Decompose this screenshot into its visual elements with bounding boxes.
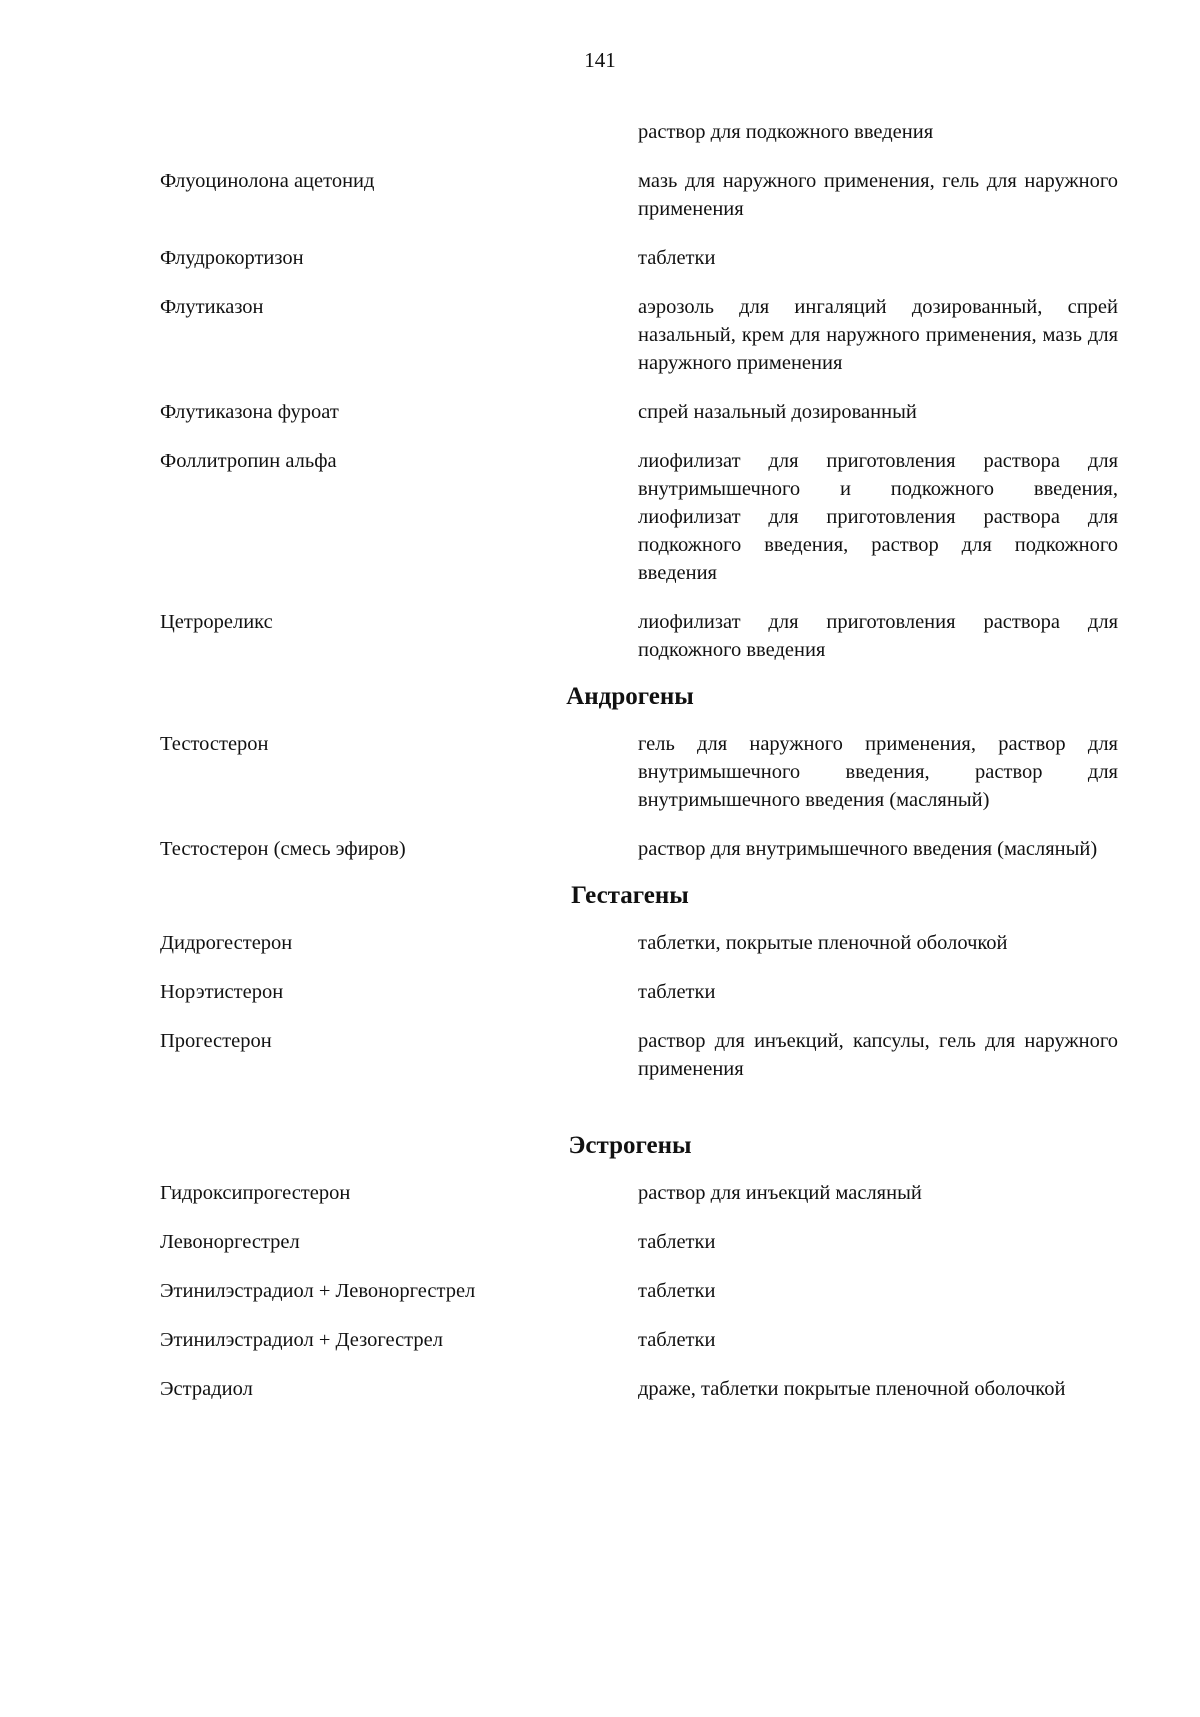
- list-item: [0, 398, 1200, 426]
- list-item: [0, 1326, 1200, 1354]
- list-item: [0, 1277, 1200, 1305]
- list-item: [0, 1027, 1200, 1083]
- dosage-form: лиофилизат для приготовления раствора для внутримышечного и подкожного введения, лиофилизат для приготовления раствора для подкожного введения, раствор для подкожного введения: [638, 450, 1118, 584]
- list-item: [0, 118, 1200, 146]
- drug-name: Фоллитропин альфа: [160, 450, 337, 472]
- drug-list: [0, 118, 1200, 1403]
- drug-name: Флудрокортизон: [160, 247, 304, 269]
- list-item: [0, 608, 1200, 664]
- list-item: [0, 730, 1200, 814]
- drug-name: Эстрадиол: [160, 1378, 253, 1400]
- dosage-form: раствор для внутримышечного введения (масляный): [638, 838, 1098, 860]
- dosage-form: драже, таблетки покрытые пленочной оболочкой: [638, 1378, 1066, 1400]
- section-heading-gestagens: Гестагены: [571, 882, 689, 909]
- dosage-form: раствор для инъекций масляный: [638, 1182, 922, 1204]
- list-item: [0, 835, 1200, 863]
- dosage-form: таблетки: [638, 1231, 716, 1253]
- dosage-form: таблетки, покрытые пленочной оболочкой: [638, 932, 1008, 954]
- list-item: [0, 167, 1200, 223]
- page-number: 141: [584, 48, 616, 72]
- dosage-form: мазь для наружного применения, гель для наружного применения: [638, 170, 1118, 220]
- drug-name: Флуоцинолона ацетонид: [160, 170, 375, 192]
- drug-name: Прогестерон: [160, 1030, 272, 1052]
- list-item: [0, 929, 1200, 957]
- dosage-form: раствор для подкожного введения: [638, 121, 934, 143]
- drug-name: Этинилэстрадиол + Левоноргестрел: [160, 1280, 476, 1302]
- list-item: [0, 447, 1200, 587]
- section-heading-estrogens: Эстрогены: [568, 1132, 692, 1159]
- list-item: [0, 1228, 1200, 1256]
- list-item: [0, 293, 1200, 377]
- drug-name: Цетрореликс: [160, 611, 273, 633]
- dosage-form: таблетки: [638, 1329, 716, 1351]
- drug-name: Левоноргестрел: [160, 1231, 300, 1253]
- list-item: [0, 1375, 1200, 1403]
- dosage-form: спрей назальный дозированный: [638, 401, 917, 423]
- drug-name: Флутиказона фуроат: [160, 401, 339, 423]
- dosage-form: раствор для инъекций, капсулы, гель для наружного применения: [638, 1030, 1118, 1080]
- list-item: [0, 978, 1200, 1006]
- drug-name: Гидроксипрогестерон: [160, 1182, 351, 1204]
- dosage-form: таблетки: [638, 247, 716, 269]
- section-heading-androgens: Андрогены: [566, 683, 694, 710]
- drug-name: Тестостерон: [160, 733, 269, 755]
- drug-name: Тестостерон (смесь эфиров): [160, 838, 406, 860]
- dosage-form: аэрозоль для ингаляций дозированный, спрей назальный, крем для наружного применения, мазь для наружного применения: [638, 296, 1118, 374]
- drug-name: Этинилэстрадиол + Дезогестрел: [160, 1329, 443, 1351]
- dosage-form: гель для наружного применения, раствор для внутримышечного введения, раствор для внутримышечного введения (масляный): [638, 733, 1118, 811]
- drug-name: Норэтистерон: [160, 981, 284, 1003]
- dosage-form: таблетки: [638, 981, 716, 1003]
- drug-name: Флутиказон: [160, 296, 264, 318]
- dosage-form: таблетки: [638, 1280, 716, 1302]
- list-item: [0, 244, 1200, 272]
- list-item: [0, 1179, 1200, 1207]
- dosage-form: лиофилизат для приготовления раствора для подкожного введения: [638, 611, 1118, 661]
- drug-name: Дидрогестерон: [160, 932, 293, 954]
